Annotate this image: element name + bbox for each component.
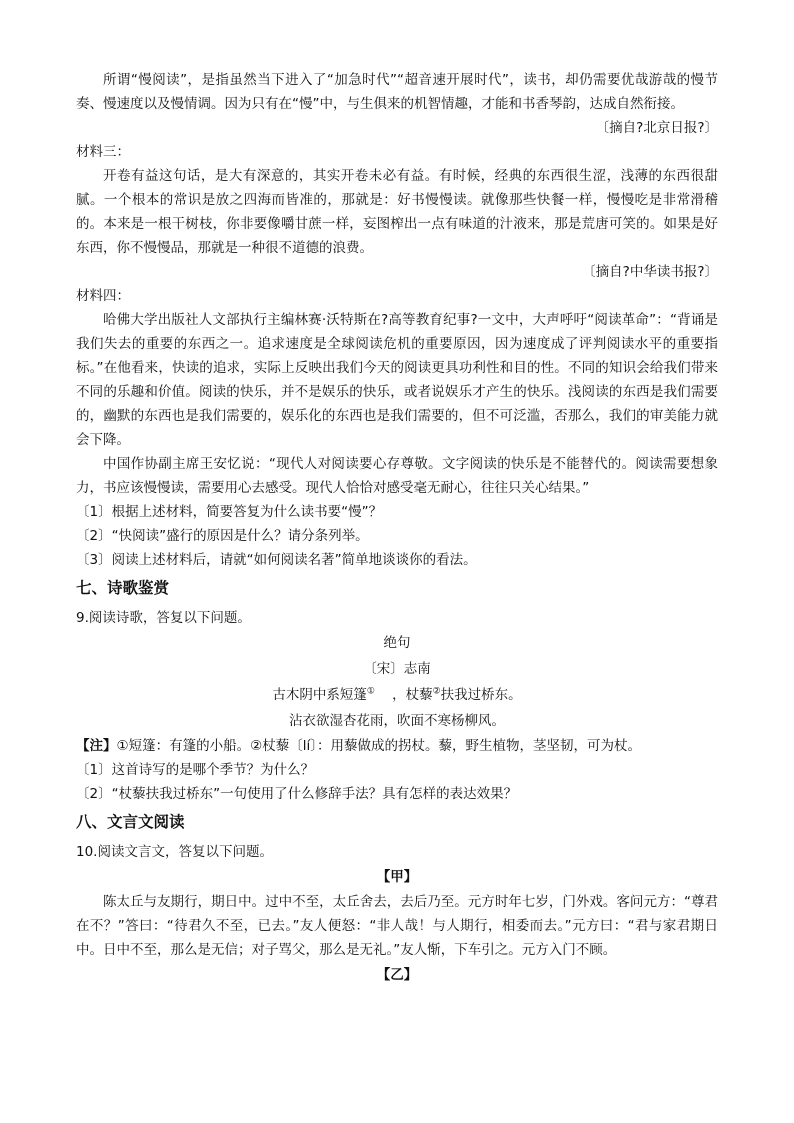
question9-prompt: 9.阅读诗歌，答复以下问题。: [76, 610, 251, 626]
question8-2: 〔2〕“快阅读”盛行的原因是什么？请分条列举。: [76, 528, 369, 544]
poem-line-2: 沾衣欲湿杏花雨，吹面不寒杨柳风。: [289, 713, 505, 729]
poem-line-1-part-c: 扶我过桥东。: [440, 687, 522, 703]
poem-note: [76, 734, 718, 758]
material3-source: 〔摘自?中华读书报?〕: [582, 264, 718, 280]
footnote-marker-2: ②: [432, 686, 441, 697]
poem-line-1: [76, 682, 718, 708]
material4-paragraph-1: 哈佛大学出版社人文部执行主编林赛·沃特斯在?高等教育纪事?一文中，大声呼吁“阅读革命”：“背诵是我们失去的重要的东西之一。追求速度是全球阅读危机的重要原因，因为速度成了评判阅读水平的重要指标。”在他看来，快读的追求，实际上反映出我们今天的阅读更具功利性和目的性。不同的知识会给我们带来不同的乐趣和价值。阅读的快乐，并不是娱乐的快乐，或者说娱乐才产生的快乐。浅阅读的东西是我们需要的，幽默的东西也是我们需要的，娱乐化的东西也是我们需要的，但不可泛滥，否那么，我们的审美能力就会下降。: [76, 312, 718, 448]
material4-paragraph-2: 中国作协副主席王安忆说：“现代人对阅读要心存尊敬。文字阅读的快乐是不能替代的。阅读需要想象力，书应该慢慢读，需要用心去感受。现代人恰恰对感受毫无耐心，往往只关心结果。”: [76, 456, 718, 496]
section8-heading: 八、文言文阅读: [76, 813, 185, 831]
poem-title: 绝句: [383, 635, 411, 651]
material4-label: 材料四：: [76, 288, 130, 304]
question8-1: 〔1〕根据上述材料，简要答复为什么读书要“慢”？: [76, 504, 383, 520]
poem-line-1-part-b: ，杖藜: [392, 687, 433, 703]
note-text: ①短篷：有篷的小船。②杖藜〔lí〕：用藜做成的拐杖。藜，野生植物，茎坚韧，可为杖。: [116, 738, 641, 754]
material3-paragraph: 开卷有益这句话，是大有深意的，其实开卷未必有益。有时候，经典的东西很生涩，浅薄的东西很甜腻。一个根本的常识是放之四海而皆准的，那就是：好书慢慢读。就像那些快餐一样，慢慢吃是非常滑稽的。本来是一根干树枝，你非要像嚼甘蔗一样，妄图榨出一点有味道的汁液来，那是荒唐可笑的。如果是好东西，你不慢慢品，那就是一种很不道德的浪费。: [76, 168, 718, 256]
footnote-marker-1: ①: [366, 686, 375, 697]
question10-prompt: 10.阅读文言文，答复以下问题。: [76, 844, 273, 860]
material2-source: 〔摘自?北京日报?〕: [595, 120, 718, 136]
passage-jia-title: 【甲】: [376, 869, 418, 885]
section7-heading: 七、诗歌鉴赏: [76, 579, 170, 597]
question8-3: 〔3〕阅读上述材料后，请就“如何阅读名著”简单地谈谈你的看法。: [76, 552, 477, 568]
document-page: [76, 68, 718, 988]
question9-1: 〔1〕这首诗写的是哪个季节？为什么？: [76, 762, 315, 778]
material3-label: 材料三：: [76, 144, 130, 160]
poem-author: 〔宋〕志南: [363, 661, 431, 677]
passage-jia-text: 陈太丘与友期行，期日中。过中不至，太丘舍去，去后乃至。元方时年七岁，门外戏。客问元方：“尊君在不？”答曰：“待君久不至，已去。”友人便怒：“非人哉！与人期行，相委而去。”元方曰：“君与家君期日中。日中不至，那么是无信；对子骂父，那么是无礼。”友人惭，下车引之。元方入门不顾。: [76, 894, 718, 958]
material2-paragraph: 所谓“慢阅读”，是指虽然当下进入了“加急时代”“超音速开展时代”，读书，却仍需要优哉游哉的慢节奏、慢速度以及慢情调。因为只有在“慢”中，与生俱来的机智情趣，才能和书香琴韵，达成自然衔接。: [76, 72, 718, 112]
passage-yi-title: 【乙】: [376, 967, 418, 983]
note-tag: 【注】: [76, 738, 117, 754]
poem-line-1-part-a: 古木阴中系短篷: [272, 687, 367, 703]
question9-2: 〔2〕“杖藜扶我过桥东”一句使用了什么修辞手法？具有怎样的表达效果？: [76, 786, 518, 802]
